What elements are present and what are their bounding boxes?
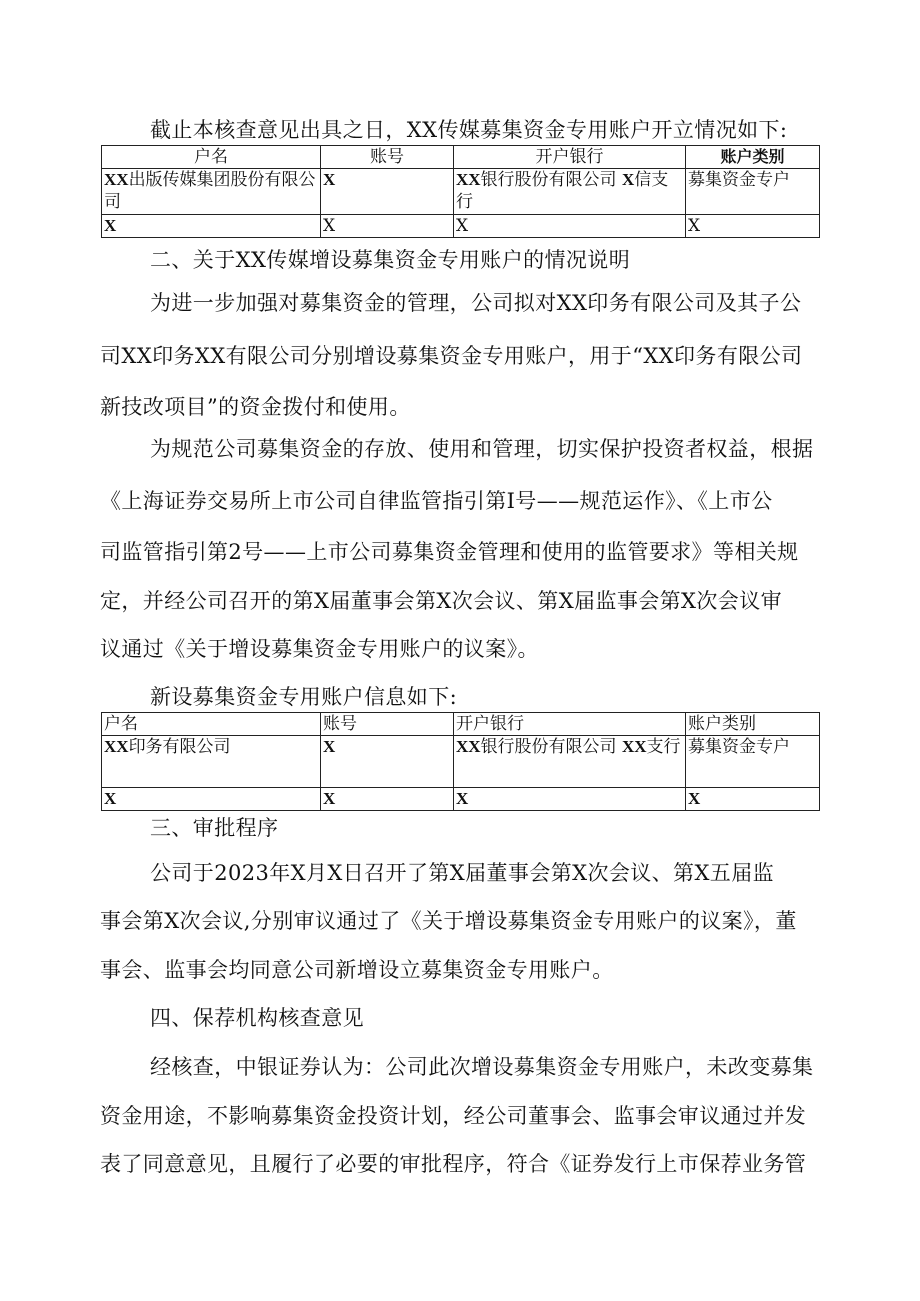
paragraph-line: 公司于2023年X月X日召开了第X届董事会第X次会议、第X五届监	[150, 861, 774, 885]
cell-account-name: X	[102, 215, 321, 238]
header-account-name: 户名	[102, 146, 321, 169]
header-account-type: 账户类别	[686, 713, 820, 736]
header-account-number: 账号	[321, 713, 454, 736]
cell-account-name: XX印务有限公司	[102, 736, 321, 788]
paragraph-line: 为规范公司募集资金的存放、使用和管理，切实保护投资者权益，根据	[150, 437, 814, 461]
cell-account-name: X	[102, 788, 321, 811]
header-account-number: 账号	[321, 146, 454, 169]
cell-bank: XX银行股份有限公司 XX支行	[454, 736, 686, 788]
section-2-heading: 二、关于XX传媒增设募集资金专用账户的情况说明	[150, 248, 631, 272]
cell-bank: X	[454, 215, 686, 238]
table-row	[102, 215, 820, 238]
paragraph-line: 议通过《关于增设募集资金专用账户的议案》。	[100, 637, 539, 661]
section-3-heading: 三、审批程序	[150, 816, 279, 840]
cell-account-number: X	[321, 788, 454, 811]
table-row	[102, 736, 820, 788]
paragraph-line: 司XX印务XX有限公司分别增设募集资金专用账户，用于“XX印务有限公司	[100, 344, 803, 368]
header-account-type: 账户类别	[686, 146, 820, 169]
new-accounts-table	[101, 712, 820, 811]
intro-text: 截止本核查意见出具之日，XX传媒募集资金专用账户开立情况如下:	[150, 118, 788, 142]
cell-account-type: X	[686, 215, 820, 238]
table-header-row	[102, 146, 820, 169]
header-account-name: 户名	[102, 713, 321, 736]
cell-account-number: X	[321, 215, 454, 238]
section-4-heading: 四、保荐机构核查意见	[150, 1006, 364, 1030]
paragraph-line: 新技改项目”的资金拨付和使用。	[100, 395, 411, 419]
cell-account-number: X	[321, 169, 454, 215]
paragraph-line: 经核查，中银证券认为：公司此次增设募集资金专用账户，未改变募集	[150, 1055, 814, 1079]
cell-account-number: X	[321, 736, 454, 788]
paragraph-line: 资金用途，不影响募集资金投资计划，经公司董事会、监事会审议通过并发	[100, 1104, 807, 1128]
cell-account-type: X	[686, 788, 820, 811]
cell-account-type: 募集资金专户	[686, 736, 820, 788]
paragraph-line: 事会第X次会议,分别审议通过了《关于增设募集资金专用账户的议案》，董	[100, 909, 797, 933]
paragraph-line: 《上海证券交易所上市公司自律监管指引第I号——规范运作》、《上市公	[100, 489, 773, 513]
paragraph-line: 定，并经公司召开的第X届董事会第X次会议、第X届监事会第X次会议审	[100, 589, 782, 613]
paragraph-line: 司监管指引第2号——上市公司募集资金管理和使用的监管要求》等相关规	[100, 540, 799, 564]
paragraph-line: 事会、监事会均同意公司新增设立募集资金专用账户。	[100, 958, 614, 982]
table-header-row	[102, 713, 820, 736]
paragraph-line: 表了同意意见，且履行了必要的审批程序，符合《证券发行上市保荐业务管	[100, 1152, 807, 1176]
new-accounts-intro: 新设募集资金专用账户信息如下:	[150, 685, 458, 709]
table-row	[102, 169, 820, 215]
header-bank: 开户银行	[454, 146, 686, 169]
paragraph-line: 为进一步加强对募集资金的管理，公司拟对XX印务有限公司及其子公	[150, 291, 802, 315]
table-row	[102, 788, 820, 811]
cell-bank: X	[454, 788, 686, 811]
cell-account-type: 募集资金专户	[686, 169, 820, 215]
existing-accounts-table	[101, 145, 820, 238]
cell-bank: XX银行股份有限公司 X信支行	[454, 169, 686, 215]
cell-account-name: XX出版传媒集团股份有限公司	[102, 169, 321, 215]
header-bank: 开户银行	[454, 713, 686, 736]
